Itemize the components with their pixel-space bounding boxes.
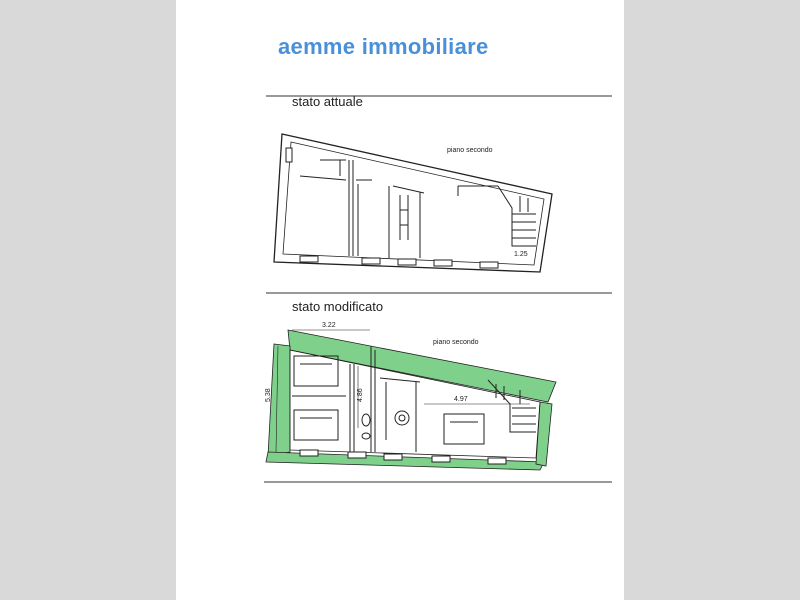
modified-floorplan [266,330,556,470]
current-floor-label: piano secondo [447,147,493,154]
current-floorplan [274,134,552,272]
modified-plan-title: stato modificato [292,299,384,314]
modified-floor-label: piano secondo [433,339,479,346]
new-wall-right [536,402,552,466]
modified-dim-4: 4.97 [454,396,468,403]
modified-dim-3: 4.86 [357,388,364,402]
brand-title: aemme immobiliare [278,34,489,59]
current-dim-1: 1.25 [514,251,528,258]
modified-dim-2: 5.38 [265,388,272,402]
modified-dim-1: 3.22 [322,322,336,329]
new-wall-top [288,330,556,402]
current-plan-title: stato attuale [292,94,363,109]
